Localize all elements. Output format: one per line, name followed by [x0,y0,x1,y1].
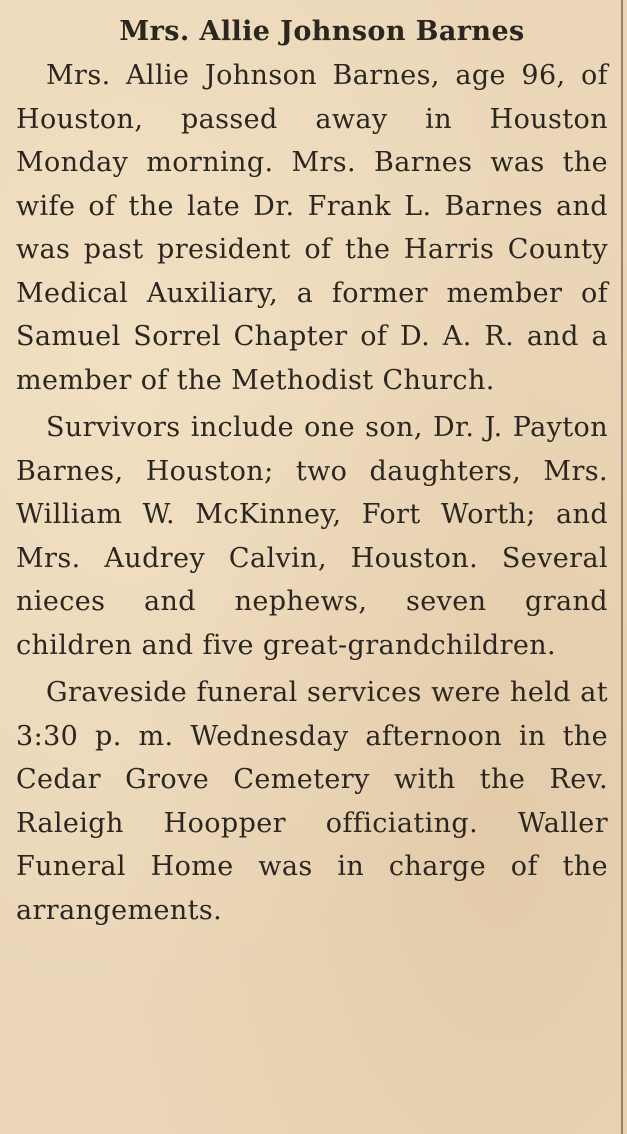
obituary-paragraph-1: Mrs. Allie Johnson Barnes, age 96, of Houston, passed away in Houston Monday morning. Mrs. Barnes was the wife of the late Dr. Frank L. Barnes and was past president of the Harris County Medical Auxiliary, a former member of Samuel Sorrel Chapter of D. A. R. and a member of the Methodist Church. [16,60,608,396]
clipping-edge [621,0,623,1134]
obituary-column [16,12,608,932]
obituary-paragraph-2: Survivors include one son, Dr. J. Payton Barnes, Houston; two daughters, Mrs. William W. McKinney, Fort Worth; and Mrs. Audrey Calvin, Houston. Several nieces and nephews, seven grand children and five great-grandchildren. [16,412,608,661]
obituary-headline: Mrs. Allie Johnson Barnes [119,16,525,47]
obituary-paragraph-3: Graveside funeral services were held at 3:30 p. m. Wednesday afternoon in the Cedar Grove Cemetery with the Rev. Raleigh Hoopper officiating. Waller Funeral Home was in charge of the arrangements. [16,677,608,926]
